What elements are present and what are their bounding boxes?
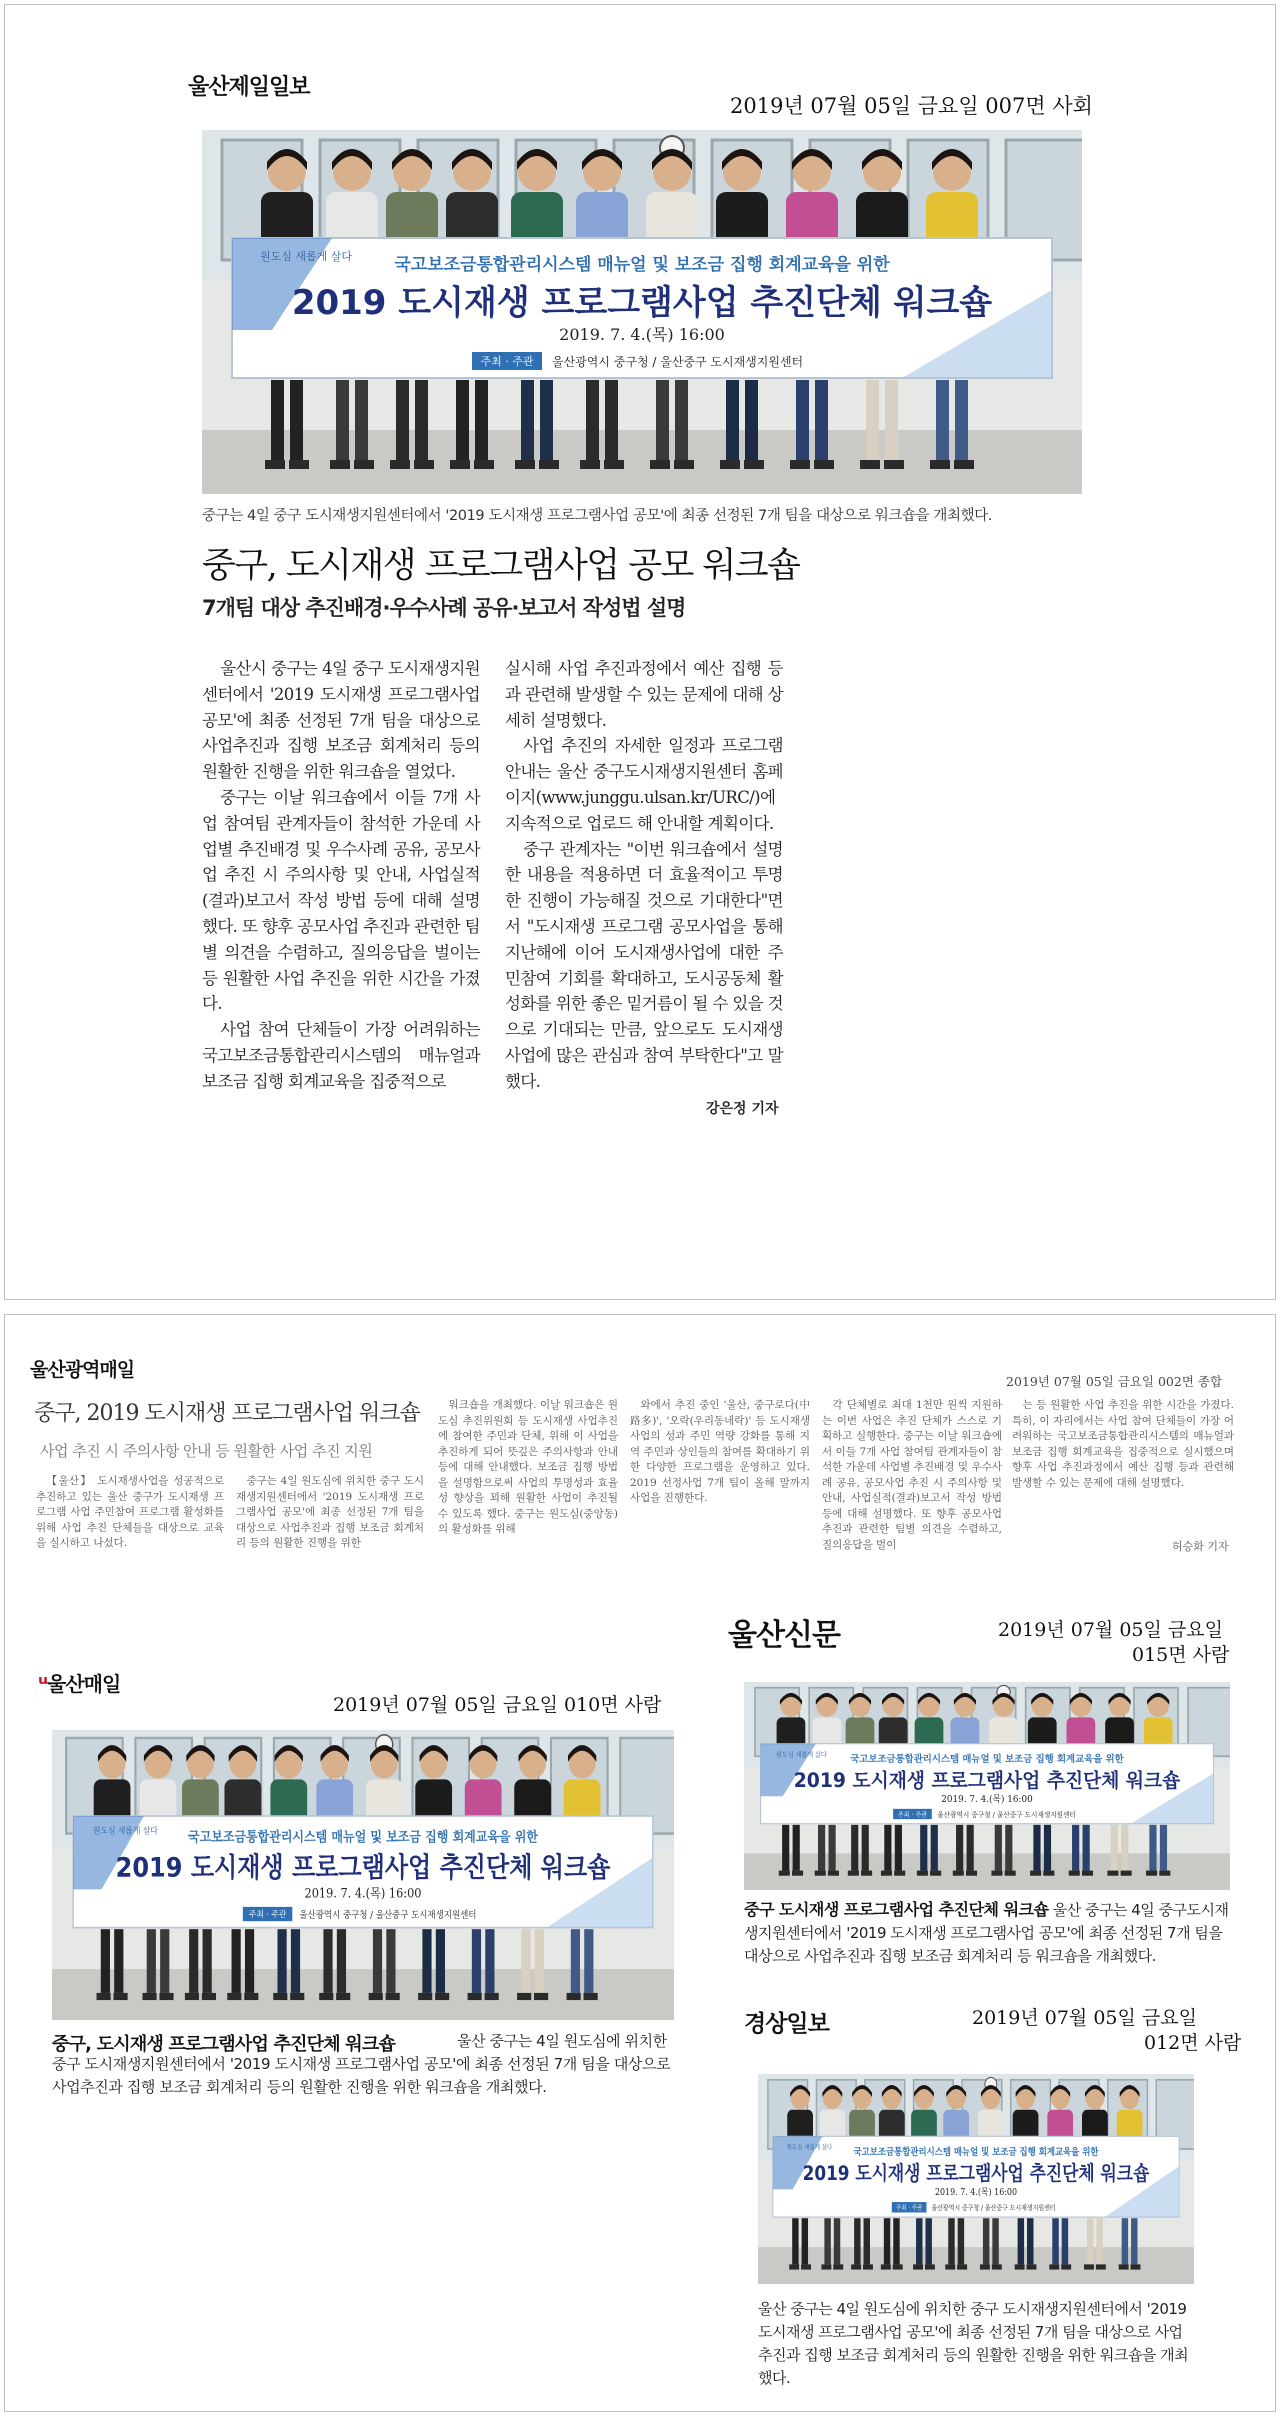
person-shoe [913, 2264, 923, 2269]
article-column-1 [202, 656, 480, 1095]
person-shoe [790, 460, 810, 469]
person-shoe [930, 1871, 941, 1876]
person-shoe [957, 2264, 967, 2269]
person-leg [992, 2218, 998, 2264]
person-shoe [930, 460, 950, 469]
person-shoe [828, 1871, 839, 1876]
banner-host: 울산광역시 중구청 / 울산중구 도시재생지원센터 [931, 2203, 1056, 2213]
person-leg [540, 380, 553, 460]
person-shoe [159, 1993, 173, 2000]
person-leg [189, 1929, 198, 1993]
paragraph: 워크숍을 개최했다. 이날 워크숍은 원도심 추진위원회 등 도시재생 사업추진에 참여한 주민과 단체, 위해 이 사업을 추진하게 되어 뜻깊은 주의사항과 안내 등에 대해 안내했다. 보조금 집행 방법을 설명함으로써 사업의 투명성과 효율성 향상을 꾀해 원활한 사업이 추진될 수 있도록 했다. 중구는 원도심(중앙동)의 활성화를 위해 [438, 1399, 618, 1535]
person-shoe [289, 460, 309, 469]
person-leg [793, 1825, 800, 1871]
person-shoe [815, 1871, 826, 1876]
banner-host-tag: 주최 · 주관 [248, 1908, 287, 1920]
paragraph: 실시해 사업 추진과정에서 예산 집행 등과 관련해 발생할 수 있는 문제에 대해 상세히 설명했다. [505, 659, 783, 730]
person-leg [456, 380, 469, 460]
banner-date: 2019. 7. 4.(목) 16:00 [935, 2187, 1017, 2199]
event-photo-clip4 [744, 1682, 1230, 1890]
banner-logo-text: 원도심 새롭게 살다 [786, 2144, 833, 2152]
person-shoe [336, 1993, 350, 2000]
subheadline-clip1: 7개팀 대상 추진배경·우수사례 공유·보고서 작성법 설명 [202, 596, 686, 620]
person-leg [160, 1929, 169, 1993]
person-leg [586, 380, 599, 460]
person-shoe [744, 460, 764, 469]
person-shoe [539, 460, 559, 469]
person-shoe [881, 1871, 892, 1876]
masthead-ulsan-sinmun: 울산신문 [728, 1618, 840, 1653]
person-leg [436, 1929, 445, 1993]
person-leg [475, 380, 488, 460]
person-leg [1131, 2218, 1137, 2264]
person-shoe [894, 1871, 905, 1876]
person-leg [291, 1929, 300, 1993]
person-leg [851, 1825, 858, 1871]
article-column-clip2-6 [1012, 1398, 1234, 1491]
person-leg [521, 1929, 530, 1993]
person-shoe [953, 1871, 964, 1876]
banner-subtitle: 국고보조금통합관리시스템 매뉴얼 및 보조금 집행 회계교육을 위한 [188, 1829, 538, 1846]
person-leg [925, 2218, 931, 2264]
person-leg [1111, 1825, 1118, 1871]
person-shoe [1107, 1871, 1118, 1876]
person-shoe [1084, 2264, 1094, 2269]
person-leg [675, 380, 688, 460]
masthead-ulsan-jeil: 울산제일일보 [188, 75, 310, 100]
caption-body-clip3: 울산 중구는 4일 원도심에 위치한 중구 도시재생지원센터에서 '2019 도시재생 프로그램사업 공모'에 최종 선정된 7개 팀을 대상으로 사업추진과 집행 보조금 회계처리 등의 원활한 진행을 위한 워크숍을 개최했다. [52, 2032, 671, 2096]
person-shoe [202, 1993, 216, 2000]
person-leg [958, 2218, 964, 2264]
person-shoe [435, 1993, 449, 2000]
person-leg [815, 380, 828, 460]
dateline-clip1: 2019년 07월 05일 금요일 007면 사회 [730, 94, 1093, 118]
event-photo-clip5 [758, 2074, 1194, 2284]
person-shoe [290, 1993, 304, 2000]
person-shoe [369, 1993, 383, 2000]
subheadline-clip2: 사업 추진 시 주의사항 안내 등 원활한 사업 추진 지원 [40, 1442, 373, 1460]
person-leg [884, 1825, 891, 1871]
person-shoe [1131, 2264, 1141, 2269]
person-leg [605, 380, 618, 460]
person-leg [920, 1825, 927, 1871]
person-shoe [954, 460, 974, 469]
banner-date: 2019. 7. 4.(목) 16:00 [559, 325, 725, 344]
article-column-clip2-2 [236, 1474, 424, 1552]
byline-clip2: 허승화 기자 [1172, 1540, 1229, 1553]
banner-title: 2019 도시재생 프로그램사업 추진단체 워크숍 [291, 283, 993, 323]
person-leg [893, 2218, 899, 2264]
person-leg [290, 380, 303, 460]
person-shoe [779, 1871, 790, 1876]
person-shoe [801, 2264, 811, 2269]
person-leg [521, 380, 534, 460]
person-leg [147, 1929, 156, 1993]
person-shoe [848, 1871, 859, 1876]
person-leg [948, 2218, 954, 2264]
person-shoe [991, 1871, 1002, 1876]
person-shoe [1082, 1871, 1093, 1876]
person-shoe [893, 2264, 903, 2269]
person-shoe [821, 2264, 831, 2269]
banner-logo-text: 원도심 새롭게 살다 [260, 250, 353, 263]
banner-subtitle: 국고보조금통합관리시스템 매뉴얼 및 보조금 집행 회계교육을 위한 [394, 255, 890, 275]
person-shoe [674, 460, 694, 469]
person-leg [373, 1929, 382, 1993]
person-shoe [792, 1871, 803, 1876]
person-shoe [1043, 1871, 1054, 1876]
article-column-2 [505, 656, 783, 1095]
person-leg [1122, 2218, 1128, 2264]
article-column-clip2-4 [630, 1398, 810, 1507]
person-leg [1033, 1825, 1040, 1871]
person-leg [1044, 1825, 1051, 1871]
person-leg [245, 1929, 254, 1993]
person-leg [1062, 2218, 1068, 2264]
headline-clip2: 중구, 2019 도시재생 프로그램사업 워크숍 [34, 1401, 420, 1426]
person-leg [1096, 2218, 1102, 2264]
person-leg [895, 1825, 902, 1871]
paragraph: 중구 관계자는 "이번 워크숍에서 설명한 내용을 적용하면 더 효율적이고 투명한 진행이 가능해질 것으로 기대한다"면서 "도시재생 프로그램 공모사업을 통해 지난해에 이어 도시재생사업에 대한 주민참여 기회를 확대하고, 도시공동체 활성화를 위한 좋은 밑거름이 될 수 있을 것으로 기대되는 만큼, 앞으로도 도시재생사업에 많은 관심과 참여 부탁한다"고 말했다. [505, 839, 783, 1091]
person-leg [114, 1929, 123, 1993]
person-leg [422, 1929, 431, 1993]
person-shoe [185, 1993, 199, 2000]
person-shoe [414, 460, 434, 469]
person-leg [726, 380, 739, 460]
banner-host-tag: 주최 · 주관 [895, 2205, 923, 2212]
paragraph: 사업 추진의 자세한 일정과 프로그램 안내는 울산 중구도시재생지원센터 홈페이지(www.junggu.ulsan.kr/URC/)에 지속적으로 업로드 해 안내할 계획이다. [505, 736, 783, 833]
event-photo-clip3 [52, 1730, 674, 2020]
person-leg [232, 1929, 241, 1993]
person-shoe [917, 1871, 928, 1876]
person-leg [485, 1929, 494, 1993]
person-shoe [517, 1993, 531, 2000]
person-shoe [1015, 2264, 1025, 2269]
banner-subtitle: 국고보조금통합관리시스템 매뉴얼 및 보조금 집행 회계교육을 위한 [853, 2147, 1099, 2158]
person-shoe [1069, 1871, 1080, 1876]
person-shoe [861, 1871, 872, 1876]
banner-host: 울산광역시 중구청 / 울산중구 도시재생지원센터 [299, 1910, 477, 1922]
caption-title-clip4: 중구 도시재생 프로그램사업 추진단체 워크숍 [744, 1900, 1049, 1919]
person-shoe [244, 1993, 258, 2000]
paragraph: 사업 참여 단체들이 가장 어려워하는 국고보조금통합관리시스템의 매뉴얼과 보조금 집행 회계교육을 집중적으로 [202, 1020, 480, 1091]
person-leg [824, 2218, 830, 2264]
person-shoe [1121, 1871, 1132, 1876]
person-shoe [980, 2264, 990, 2269]
dateline-clip4-date: 2019년 07월 05일 금요일 [998, 1619, 1223, 1641]
person-leg [571, 1929, 580, 1993]
person-shoe [485, 1993, 499, 2000]
person-leg [1027, 2218, 1033, 2264]
person-shoe [418, 1993, 432, 2000]
headline-clip1: 중구, 도시재생 프로그램사업 공모 워크숍 [202, 546, 800, 586]
person-shoe [925, 2264, 935, 2269]
person-shoe [851, 2264, 861, 2269]
person-shoe [227, 1993, 241, 2000]
person-leg [967, 1825, 974, 1871]
person-shoe [390, 460, 410, 469]
person-shoe [265, 460, 285, 469]
person-shoe [580, 460, 600, 469]
paragraph: 중구는 4일 원도심에 위치한 중구 도시재생지원센터에서 '2019 도시재생 프로그램사업 공모'에 최종 선정된 7개 팀을 대상으로 사업추진과 집행 보조금 회계처리 등의 원활한 진행을 위한 [236, 1475, 424, 1549]
paragraph: 각 단체별로 최대 1천만 원씩 지원하는 이번 사업은 추진 단체가 스스로 기획하고 실행한다. 중구는 이날 워크숍에서 이들 7개 사업 참여팀 관계자들이 참석한 가운데 사업별 추진배경 및 우수사례 공유, 공모사업 추진 시 주의사항 및 안내, 사업실적(결과)보고서 작성 방법 등에 대해 설명했다. 또 향후 공모사업 추진과 관련한 팀별 의견을 수렴하고, 질의응답을 벌이 [822, 1399, 1002, 1551]
person-leg [884, 2218, 890, 2264]
person-shoe [863, 2264, 873, 2269]
person-leg [818, 1825, 825, 1871]
person-shoe [584, 1993, 598, 2000]
dateline-clip2: 2019년 07월 05일 금요일 002면 종합 [1006, 1374, 1223, 1389]
person-leg [656, 380, 669, 460]
photo-caption-clip1: 중구는 4일 중구 도시재생지원센터에서 '2019 도시재생 프로그램사업 공모'에 최종 선정된 7개 팀을 대상으로 워크숍을 개최했다. [202, 508, 993, 524]
banner-host-tag: 주최 · 주관 [897, 1811, 928, 1819]
person-leg [931, 1825, 938, 1871]
banner-host-tag: 주최 · 주관 [480, 355, 534, 368]
person-leg [1072, 1825, 1079, 1871]
person-leg [203, 1929, 212, 1993]
person-leg [995, 1825, 1002, 1871]
person-shoe [567, 1993, 581, 2000]
person-leg [885, 380, 898, 460]
person-shoe [1061, 2264, 1071, 2269]
person-shoe [860, 460, 880, 469]
paragraph: 는 등 원활한 사업 추진을 위한 시간을 가졌다. 특히, 이 자리에서는 사업 참여 단체들이 가장 어려워하는 국고보조금통합관리시스템의 매뉴얼과 보조금 집행 회계교육을 집중적으로 실시했으며 향후 사업 추진과정에서 예산 집행 등과 관련해 발생할 수 있는 문제에 대해 설명했다. [1012, 1399, 1234, 1489]
person-shoe [966, 1871, 977, 1876]
person-leg [1018, 2218, 1024, 2264]
caption-title-clip3: 중구, 도시재생 프로그램사업 추진단체 워크숍 [52, 2034, 396, 2055]
person-shoe [1096, 2264, 1106, 2269]
person-shoe [319, 1993, 333, 2000]
person-shoe [468, 1993, 482, 2000]
person-leg [271, 380, 284, 460]
person-shoe [650, 460, 670, 469]
caption-clip5: 울산 중구는 4일 원도심에 위치한 중구 도시재생지원센터에서 '2019 도시재생 프로그램사업 공모'에 최종 선정된 7개 팀을 대상으로 사업추진과 집행 보조금 회계처리 등의 원활한 진행을 위한 워크숍을 개최했다. [758, 2300, 1189, 2387]
person-shoe [833, 2264, 843, 2269]
person-leg [472, 1929, 481, 1993]
banner-title: 2019 도시재생 프로그램사업 추진단체 워크숍 [793, 1768, 1181, 1793]
person-shoe [142, 1993, 156, 2000]
dateline-clip4-page: 015면 사람 [1132, 1644, 1230, 1666]
paragraph: 와에서 추진 중인 '울산, 중구로다(中路多)', '오락(우리동네락)' 등 도시재생사업의 성과 주민 역량 강화를 통해 지역 주민과 상인들의 참여를 확대하기 위한 다양한 프로그램을 운영하고 있다. 2019 선정사업 7개 팀이 올해 말까지 사업을 진행한다. [630, 1399, 810, 1504]
person-leg [916, 2218, 922, 2264]
banner-host: 울산광역시 중구청 / 울산중구 도시재생지원센터 [937, 1810, 1076, 1819]
person-leg [1149, 1825, 1156, 1871]
person-leg [1052, 2218, 1058, 2264]
masthead-gyeongsang: 경상일보 [744, 2011, 829, 2037]
banner-logo-text: 원도심 새롭게 살다 [92, 1825, 158, 1836]
person-shoe [1030, 1871, 1041, 1876]
byline-clip1: 강은정 기자 [706, 1101, 779, 1117]
person-shoe [330, 460, 350, 469]
banner-date: 2019. 7. 4.(목) 16:00 [941, 1794, 1033, 1806]
person-leg [1121, 1825, 1128, 1871]
person-shoe [1119, 2264, 1129, 2269]
person-shoe [1027, 2264, 1037, 2269]
masthead-ulsan-gwangyeok: 울산광역매일 [30, 1359, 135, 1381]
person-leg [792, 2218, 798, 2264]
event-photo-main [202, 130, 1082, 494]
person-shoe [113, 1993, 127, 2000]
caption-body-clip4: 울산 중구는 4일 중구도시재생지원센터에서 '2019 도시재생 프로그램사업 공모'에 최종 선정된 7개 팀을 대상으로 사업추진과 집행 보조금 회계처리 등 워크숍을 개최했다. [744, 1901, 1229, 1965]
person-leg [277, 1929, 286, 1993]
banner-title: 2019 도시재생 프로그램사업 추진단체 워크숍 [802, 2162, 1150, 2186]
person-shoe [273, 1993, 287, 2000]
article-column-clip2-5 [822, 1398, 1002, 1553]
person-shoe [884, 460, 904, 469]
person-shoe [881, 2264, 891, 2269]
person-leg [101, 1929, 110, 1993]
person-leg [337, 1929, 346, 1993]
person-shoe [720, 460, 740, 469]
person-leg [1005, 1825, 1012, 1871]
logo-mark-icon: ᵘ [38, 1672, 48, 1697]
person-leg [386, 1929, 395, 1993]
person-shoe [1005, 1871, 1016, 1876]
person-leg [866, 380, 879, 460]
person-leg [862, 1825, 869, 1871]
paragraph: 【울산】 도시재생사업을 성공적으로 추진하고 있는 울산 중구가 도시재생 프로그램 사업 주민참여 프로그램 활성화를 위해 사업 추진 단체들을 대상으로 교육을 실시하고 나섰다. [36, 1475, 224, 1549]
person-leg [782, 1825, 789, 1871]
person-shoe [1146, 1871, 1157, 1876]
dateline-clip5-page: 012면 사람 [1144, 2032, 1242, 2054]
person-leg [796, 380, 809, 460]
banner-title: 2019 도시재생 프로그램사업 추진단체 워크숍 [115, 1852, 611, 1884]
banner-date: 2019. 7. 4.(목) 16:00 [304, 1885, 422, 1901]
person-leg [1083, 1825, 1090, 1871]
person-leg [828, 1825, 835, 1871]
person-shoe [1159, 1871, 1170, 1876]
person-shoe [992, 2264, 1002, 2269]
person-shoe [386, 1993, 400, 2000]
person-shoe [450, 460, 470, 469]
person-shoe [474, 460, 494, 469]
person-leg [336, 380, 349, 460]
person-leg [415, 380, 428, 460]
person-leg [936, 380, 949, 460]
masthead-ulsan-maeil [38, 1668, 120, 1697]
dateline-clip5-date: 2019년 07월 05일 금요일 [972, 2007, 1197, 2029]
person-leg [955, 380, 968, 460]
person-shoe [515, 460, 535, 469]
person-leg [854, 2218, 860, 2264]
person-leg [323, 1929, 332, 1993]
person-leg [864, 2218, 870, 2264]
person-shoe [534, 1993, 548, 2000]
person-leg [802, 2218, 808, 2264]
paragraph: 중구는 이날 워크숍에서 이들 7개 사업 참여팀 관계자들이 참석한 가운데 사업별 추진배경 및 우수사례 공유, 공모사업 추진 시 주의사항 및 안내, 사업실적(결과)보고서 작성 방법 등에 대해 설명했다. 또 향후 공모사업 추진과 관련한 팀별 의견을 수렴하고, 질의응답을 벌이는 등 원활한 사업 추진을 위한 시간을 가졌다. [202, 787, 480, 1014]
person-shoe [97, 1993, 111, 2000]
person-shoe [354, 460, 374, 469]
person-leg [535, 1929, 544, 1993]
person-leg [1160, 1825, 1167, 1871]
caption-clip4 [744, 1898, 1230, 1968]
person-leg [355, 380, 368, 460]
person-leg [1087, 2218, 1093, 2264]
person-shoe [1049, 2264, 1059, 2269]
person-leg [396, 380, 409, 460]
article-column-clip2-3 [438, 1398, 618, 1538]
person-leg [834, 2218, 840, 2264]
person-leg [584, 1929, 593, 1993]
dateline-clip3: 2019년 07월 05일 금요일 010면 사람 [333, 1694, 662, 1716]
person-shoe [789, 2264, 799, 2269]
person-leg [956, 1825, 963, 1871]
person-shoe [814, 460, 834, 469]
person-shoe [604, 460, 624, 469]
person-leg [745, 380, 758, 460]
article-column-clip2-1 [36, 1474, 224, 1552]
paragraph: 울산시 중구는 4일 중구 도시재생지원센터에서 '2019 도시재생 프로그램사업 공모'에 최종 선정된 7개 팀을 대상으로 사업추진과 집행 보조금 회계처리 등의 원활한 진행을 위한 워크숍을 열었다. [202, 659, 480, 782]
person-leg [983, 2218, 989, 2264]
banner-subtitle: 국고보조금통합관리시스템 매뉴얼 및 보조금 집행 회계교육을 위한 [850, 1753, 1124, 1766]
masthead-text: 울산매일 [47, 1672, 121, 1696]
person-shoe [945, 2264, 955, 2269]
banner-logo-text: 원도심 새롭게 살다 [776, 1751, 827, 1759]
banner-host: 울산광역시 중구청 / 울산중구 도시재생지원센터 [552, 355, 804, 369]
